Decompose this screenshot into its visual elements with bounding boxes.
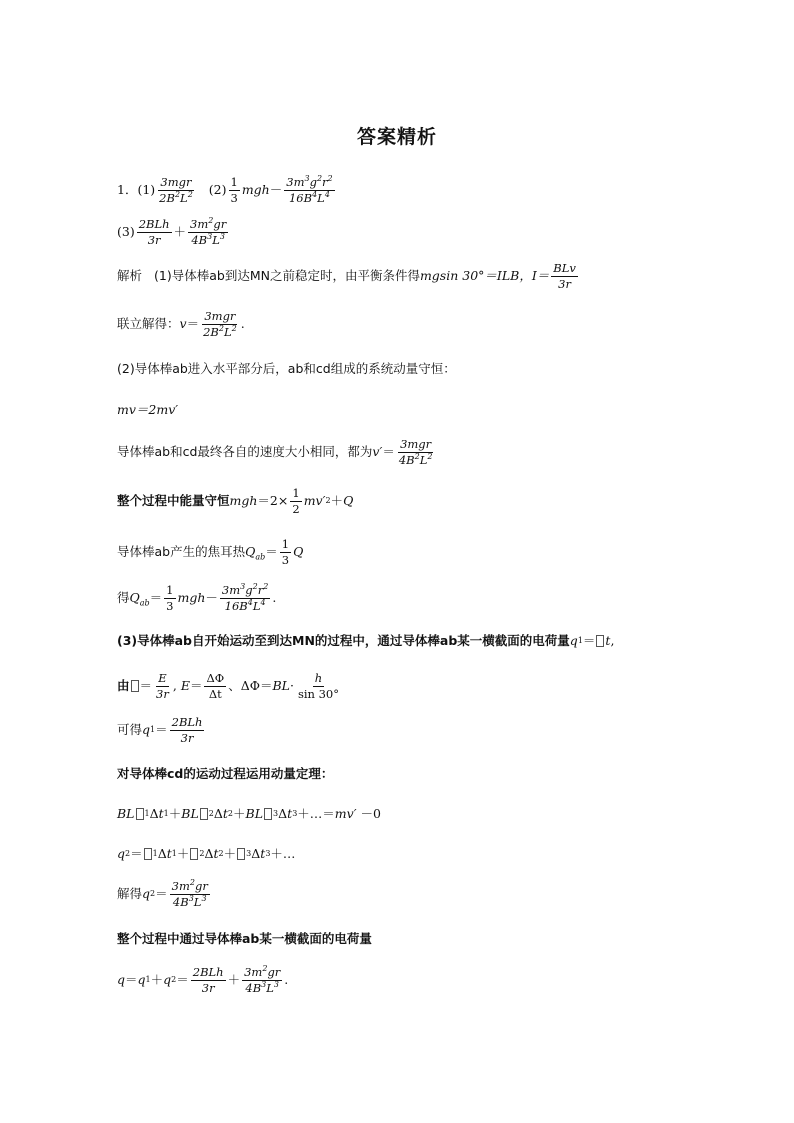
analysis-3-relations: 由 ＝ $\frac{E}{3r}$ , E ＝ $\frac{\Delta\Phi}{\Delta t}$ 、ΔΦ＝ BL · $\frac{h}{\sin 30^\circ}$ [117,671,339,701]
answer-2-fraction: $\frac{3m^3g^2r^2}{16B^4L^4}$ [286,174,333,205]
charge-sum: q 2 ＝ 1 Δ t 1 ＋ 2 Δ t 2 ＋ 3 Δ t 3 ＋… [117,846,296,861]
joule-heat-result: 得 $Q_{ab}$ ＝ $\frac{1}{3}$ mgh － $\frac{3m^3g^2r^2}{16B^4L^4}$ . [117,582,277,613]
analysis-1: 解析 (1)导体棒ab到达MN之前稳定时，由平衡条件得 mgsin 30°＝ILB，I＝ $\frac{\text{BLv}}{3r}$ [117,261,576,291]
analysis-1-solve: 联立解得： v ＝ $\frac{\text{3mgr}}{2B^2L^2}$ . [117,309,245,339]
answer-1-label: (1) [137,181,156,197]
total-charge: q ＝ q 1 ＋ q 2 ＝ $\frac{\text{2BLh}}{3r}$ ＋ $\frac{3m^2gr}{4B^3L^3}$ . [117,964,289,995]
answer-3-fraction: $\frac{3m^2gr}{4B^3L^3}$ [190,216,227,247]
momentum-theorem: 对导体棒cd的运动过程运用动量定理： [117,766,334,781]
answer-line-2: (3) $\frac{\text{2BLh}}{3r}$ ＋ $\frac{3m^2gr}{4B^3L^3}$ [117,216,227,247]
total-charge-text: 整个过程中通过导体棒ab某一横截面的电荷量 [117,931,372,946]
question-number: 1． [117,181,138,197]
answer-1-fraction: $\frac{\text{3mgr}}{2B^2L^2}$ [159,175,193,205]
charge-q2: 解得 q 2 ＝ $\frac{3m^2gr}{4B^3L^3}$ [117,878,208,909]
energy-conservation: 整个过程中能量守恒 mgh ＝2× $\frac{1}{2}$ mv′ 2 ＋ Q [117,486,354,516]
momentum-equation: mv＝2mv′ [117,402,179,417]
answer-3-label: (3) [117,223,135,239]
joule-heat: 导体棒ab产生的焦耳热 $Q_{ab}$ ＝ $\frac{1}{3}$ Q [117,537,304,567]
answer-2-label: (2) [208,181,227,197]
analysis-3: (3)导体棒ab自开始运动至到达MN的过程中，通过导体棒ab某一横截面的电荷量 q 1 ＝ t , [117,633,615,648]
page-title: 答案精析 [356,126,437,148]
charge-q1: 可得 q 1 ＝ $\frac{\text{2BLh}}{3r}$ [117,715,203,745]
analysis-2: (2)导体棒ab进入水平部分后，ab和cd组成的系统动量守恒： [117,361,456,376]
final-velocity: 导体棒ab和cd最终各自的速度大小相同，都为 v′ ＝ $\frac{\text{3mgr}}{4B^2L^2}$ [117,437,433,467]
answer-line-1: 1． (1) $\frac{\text{3mgr}}{2B^2L^2}$ (2) $\frac{1}{3}$ mgh － $\frac{3m^3g^2r^2}{16B^4L^4}$ [117,174,333,205]
impulse-sum: BL 1 Δ t 1 ＋ BL 2 Δ t 2 ＋ BL 3 Δ t 3 ＋…＝ mv′ －0 [117,806,381,821]
